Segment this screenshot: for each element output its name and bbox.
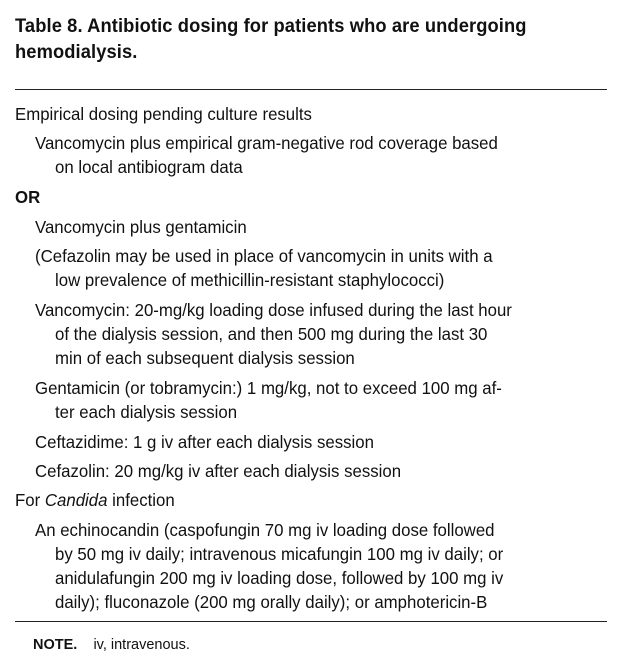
combo-line: Vancomycin plus gentamicin bbox=[35, 217, 247, 237]
candida-line-4: daily); fluconazole (200 mg orally daily); or amphotericin-B bbox=[55, 592, 488, 612]
title-line-2: hemodialysis. bbox=[15, 41, 138, 63]
empirical-option-line-2: on local antibiogram data bbox=[55, 157, 243, 177]
title-line-1: Table 8. Antibiotic dosing for patients who are undergoing bbox=[15, 15, 527, 37]
bottom-rule bbox=[15, 621, 607, 622]
candida-heading-suffix: infection bbox=[107, 490, 175, 510]
top-rule bbox=[15, 89, 607, 90]
gentamicin-line-1: Gentamicin (or tobramycin:) 1 mg/kg, not to exceed 100 mg af- bbox=[35, 378, 502, 398]
candida-heading bbox=[15, 488, 175, 512]
note-label: NOTE. bbox=[33, 637, 78, 653]
vancomycin-line-2: of the dialysis session, and then 500 mg during the last 30 bbox=[55, 324, 488, 344]
candida-line-3: anidulafungin 200 mg iv loading dose, followed by 100 mg iv bbox=[55, 568, 504, 588]
or-label: OR bbox=[15, 187, 41, 207]
empirical-option-line-1: Vancomycin plus empirical gram-negative rod coverage based bbox=[35, 133, 498, 153]
cefazolin-note-line-1: (Cefazolin may be used in place of vancomycin in units with a bbox=[35, 246, 493, 266]
cefazolin-note-line-2: low prevalence of methicillin-resistant staphylococci) bbox=[55, 270, 445, 290]
empirical-heading: Empirical dosing pending culture results bbox=[15, 104, 312, 124]
candida-heading-prefix: For bbox=[15, 490, 45, 510]
vancomycin-line-1: Vancomycin: 20-mg/kg loading dose infused during the last hour bbox=[35, 300, 512, 320]
vancomycin-line-3: min of each subsequent dialysis session bbox=[55, 348, 355, 368]
gentamicin-line-2: ter each dialysis session bbox=[55, 402, 238, 422]
candida-line-2: by 50 mg iv daily; intravenous micafungin 100 mg iv daily; or bbox=[55, 544, 504, 564]
table-note bbox=[33, 635, 190, 655]
candida-heading-italic: Candida bbox=[44, 490, 108, 510]
cefazolin-line: Cefazolin: 20 mg/kg iv after each dialysis session bbox=[35, 461, 402, 481]
note-text: iv, intravenous. bbox=[93, 637, 190, 653]
candida-line-1: An echinocandin (caspofungin 70 mg iv loading dose followed bbox=[35, 520, 495, 540]
table-title bbox=[15, 13, 607, 65]
ceftazidime-line: Ceftazidime: 1 g iv after each dialysis session bbox=[35, 432, 374, 452]
